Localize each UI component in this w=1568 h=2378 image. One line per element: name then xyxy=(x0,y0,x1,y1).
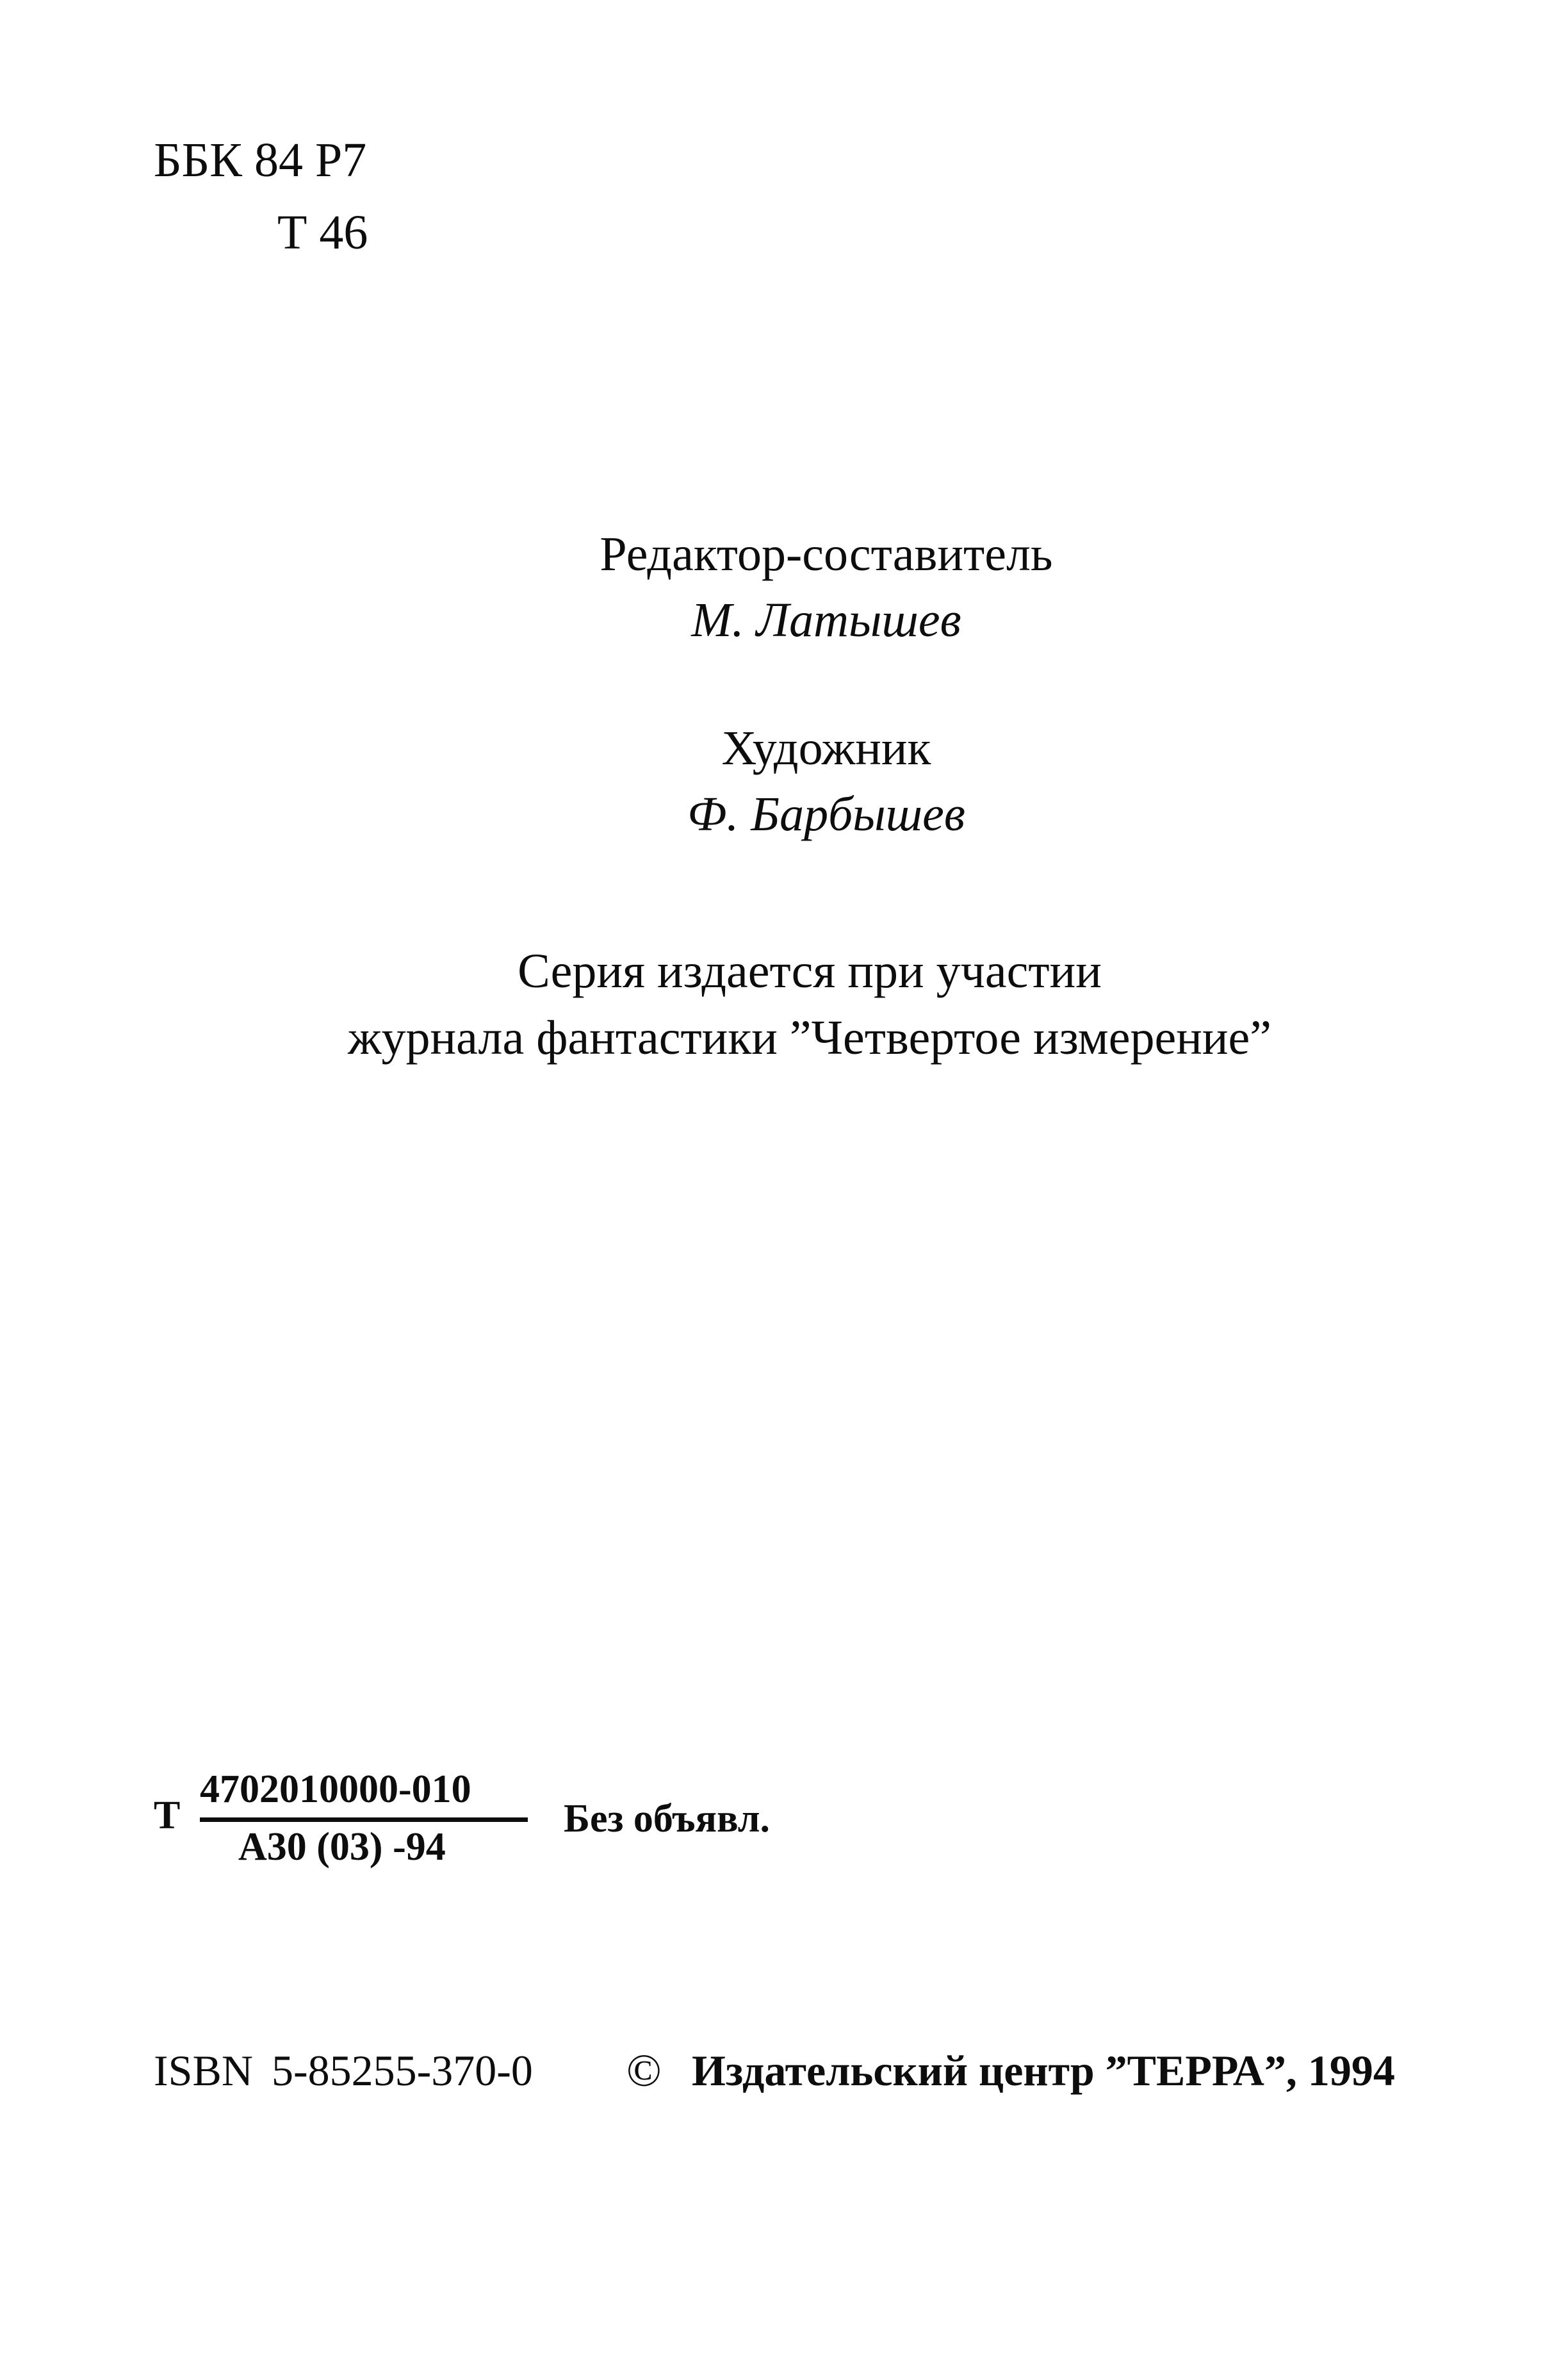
artist-name: Ф. Барбышев xyxy=(687,787,965,841)
bbk-code: ББК 84 Р7 xyxy=(154,133,367,187)
author-mark: Т 46 xyxy=(277,206,368,259)
catalog-letter: Т xyxy=(154,1794,181,1837)
copyright-text: Издательский центр ”ТЕРРА”, 1994 xyxy=(692,2046,1395,2095)
isbn-number: 5-85255-370-0 xyxy=(272,2046,533,2095)
editor-role: Редактор-составитель xyxy=(600,527,1053,581)
series-note-line-1: Серия издается при участии xyxy=(518,944,1102,998)
artist-role: Художник xyxy=(721,721,931,775)
catalog-fraction-line xyxy=(200,1817,528,1822)
isbn-label: ISBN xyxy=(154,2046,253,2095)
catalog-numerator: 4702010000-010 xyxy=(200,1767,471,1811)
catalog-denominator: А30 (03) -94 xyxy=(238,1825,446,1869)
series-note-line-2: журнала фантастики ”Четвертое измерение” xyxy=(347,1011,1272,1065)
editor-name: М. Латышев xyxy=(691,593,961,647)
catalog-note: Без объявл. xyxy=(564,1797,771,1841)
copyright-symbol: © xyxy=(626,2045,662,2096)
